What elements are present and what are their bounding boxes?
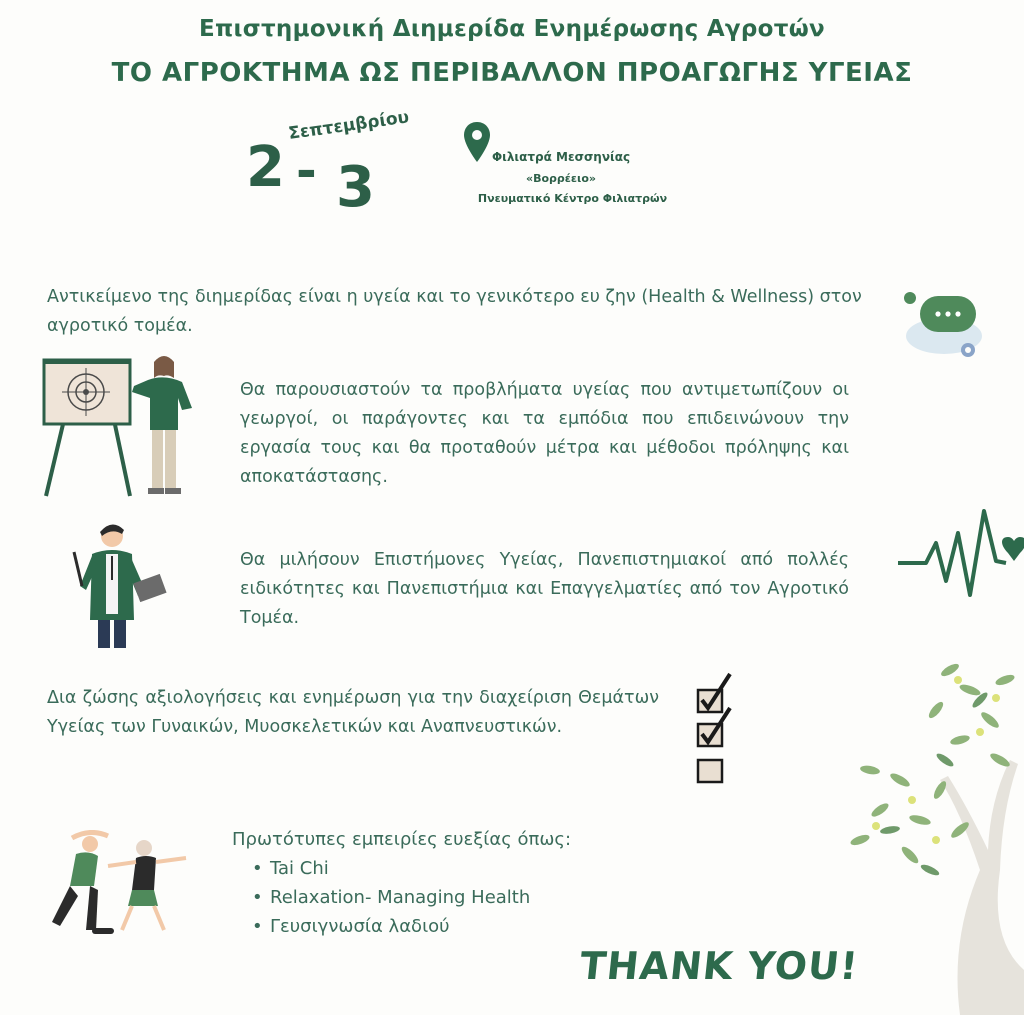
thank-you-text: THANK YOU! — [577, 944, 861, 988]
location-venue: «Βορρέειο» — [526, 172, 596, 185]
checklist-icon — [690, 670, 740, 786]
date-end-day: 3 — [336, 155, 375, 220]
location-hall: Πνευματικό Κέντρο Φιλιατρών — [477, 192, 668, 205]
list-item: • Relaxation- Managing Health — [250, 883, 670, 912]
list-item: • Γευσιγνωσία λαδιού — [250, 912, 670, 941]
location-city: Φιλιατρά Μεσσηνίας — [491, 150, 631, 164]
date-start-day: 2 — [246, 135, 285, 200]
date-month: Σεπτεμβρίου — [287, 107, 411, 144]
heartbeat-icon — [896, 505, 1024, 605]
speakers-paragraph: Θα μιλήσουν Επιστήμονες Υγείας, Πανεπιστημιακοί από πολλές ειδικότητες και Πανεπιστήμια και Επαγγελματίες από τον Αγροτικό Τομέα. — [240, 550, 849, 628]
experiences-list — [250, 854, 670, 941]
presenter-illustration — [42, 350, 202, 500]
event-title: ΤΟ ΑΓΡΟΚΤΗΜΑ ΩΣ ΠΕΡΙΒΑΛΛΟΝ ΠΡΟΑΓΩΓΗΣ ΥΓΕΙΑΣ — [111, 58, 913, 88]
olive-tree-illustration — [840, 640, 1024, 1015]
assessments-paragraph: Δια ζώσης αξιολογήσεις και ενημέρωση για την διαχείριση Θεμάτων Υγείας των Γυναικών, Μυοσκελετικών και Αναπνευστικών. — [47, 688, 659, 737]
intro-paragraph: Αντικείμενο της διημερίδας είναι η υγεία και το γενικότερο ευ ζην (Health & Wellness) στον αγροτικό τομέα. — [47, 287, 862, 336]
event-subtitle: Επιστημονική Διημερίδα Ενημέρωσης Αγροτών — [198, 16, 826, 42]
date-dash: - — [296, 142, 317, 200]
teacher-illustration — [68, 520, 172, 652]
problems-paragraph: Θα παρουσιαστούν τα προβλήματα υγείας που αντιμετωπίζουν οι γεωργοί, οι παράγοντες και τα εμπόδια που επιδεινώνουν την εργασία τους και θα προταθούν μέτρα και μέθοδοι πρόληψης και αποκατάστασης. — [240, 380, 849, 487]
chat-bubble-icon — [898, 278, 993, 366]
tai-chi-illustration — [40, 830, 200, 940]
list-item: • Tai Chi — [250, 854, 670, 883]
experiences-title: Πρωτότυπες εμπειρίες ευεξίας όπως: — [232, 829, 572, 850]
